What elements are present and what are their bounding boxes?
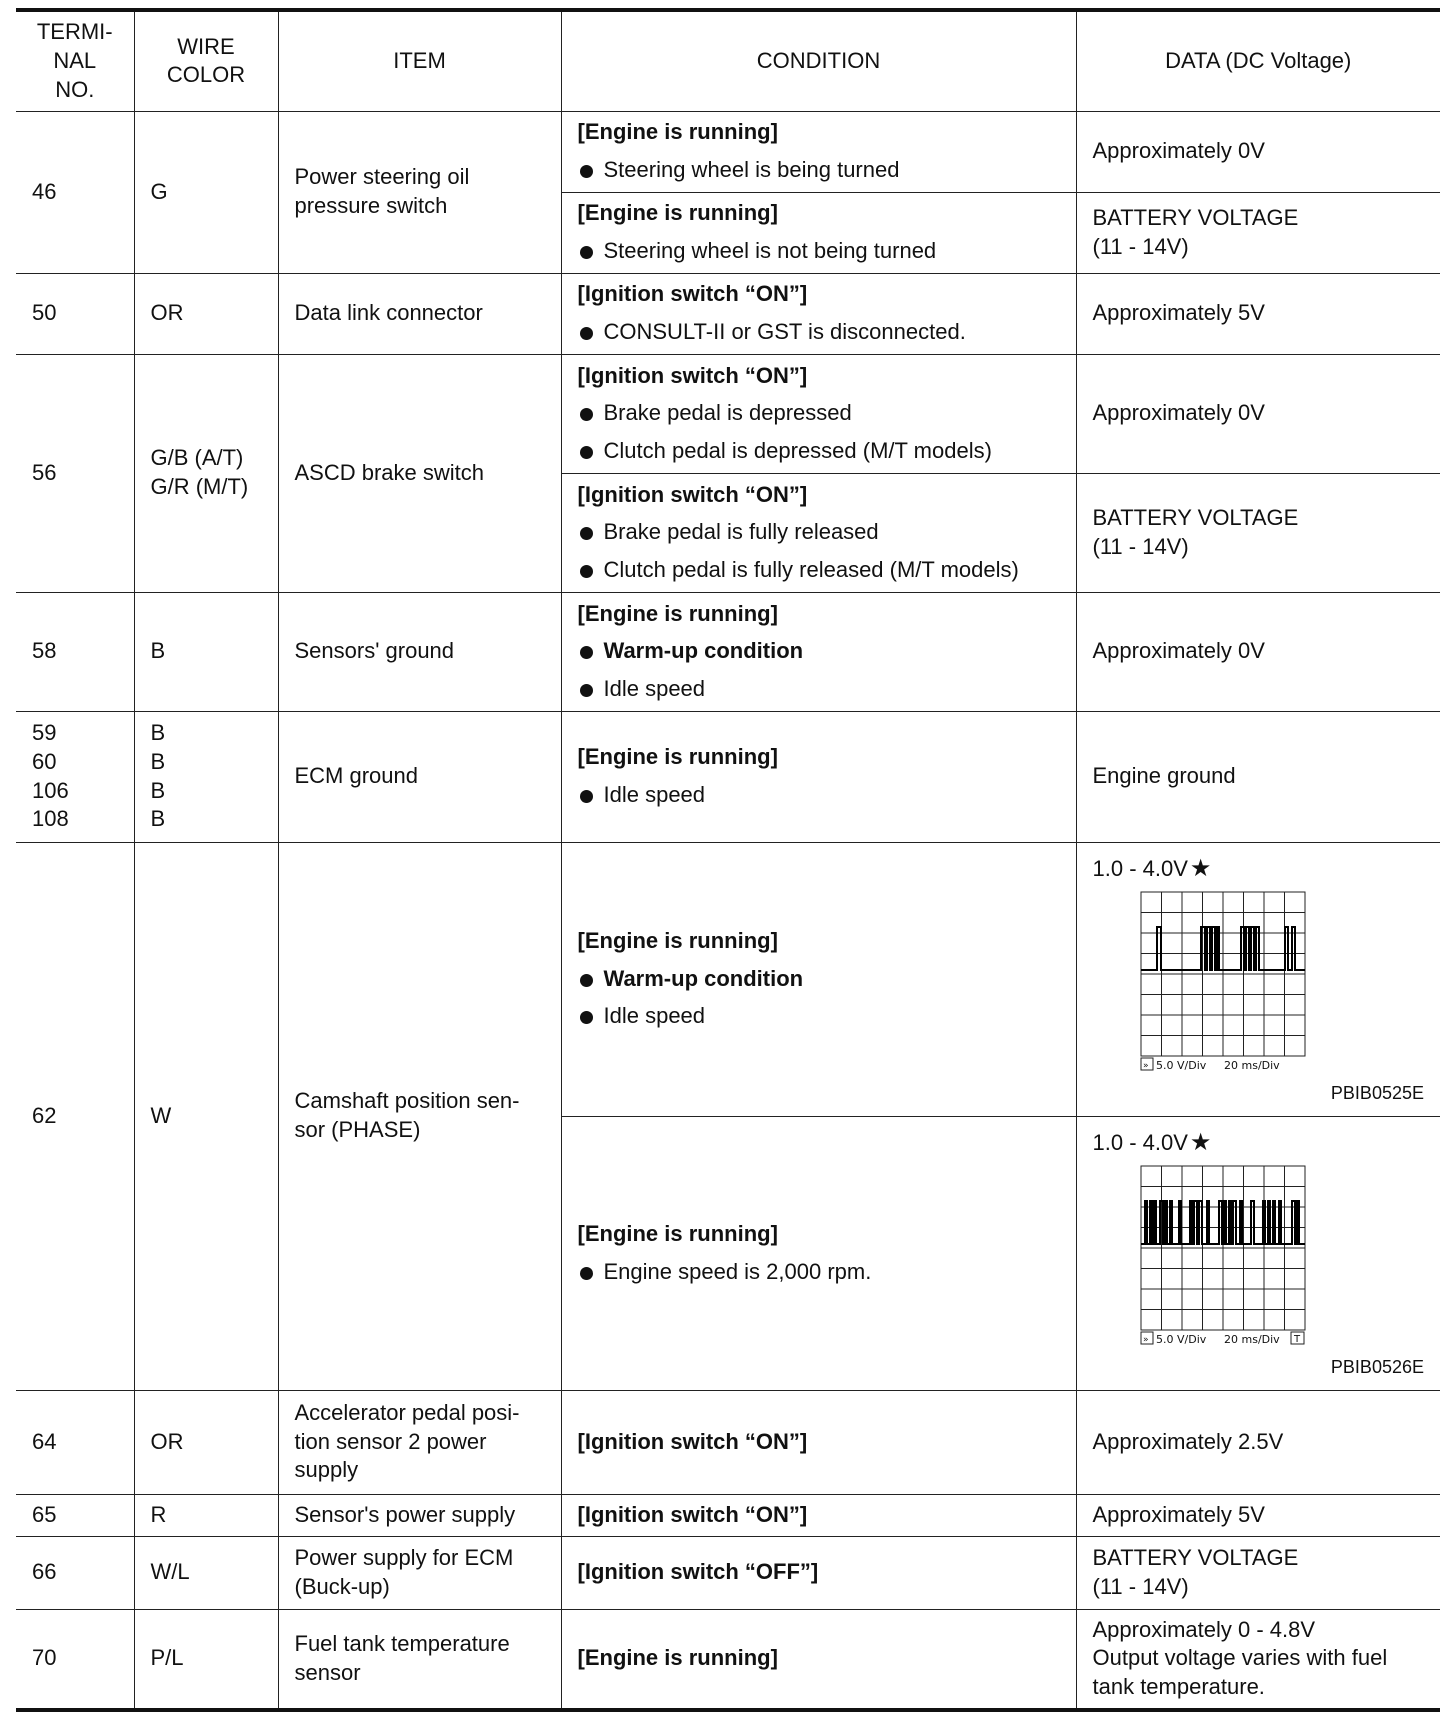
bullet-item: Warm-up condition xyxy=(578,965,1060,994)
ecm-terminal-table xyxy=(16,8,1440,1712)
data-cell: Approximately 2.5V xyxy=(1076,1390,1440,1494)
data-cell: Engine ground xyxy=(1076,711,1440,842)
item-name: Fuel tank temperature sensor xyxy=(278,1609,561,1710)
condition-cell: [Ignition switch “ON”] xyxy=(561,1494,1076,1536)
bullet-item: CONSULT-II or GST is disconnected. xyxy=(578,318,1060,347)
figure-code: PBIB0526E xyxy=(1330,1356,1424,1377)
bullet-item: Warm-up condition xyxy=(578,637,1060,666)
condition-cell: [Engine is running] Warm-up condition Idle speed xyxy=(561,592,1076,711)
bullet-item: Idle speed xyxy=(578,1002,1060,1031)
data-cell: Approximately 0V xyxy=(1076,111,1440,192)
bullet-item: Engine speed is 2,000 rpm. xyxy=(578,1258,1060,1287)
condition-cell: [Engine is running] Steering wheel is being turned xyxy=(561,111,1076,192)
terminal-no: 50 xyxy=(16,273,134,354)
table-row xyxy=(16,842,1440,1116)
terminal-no: 56 xyxy=(16,354,134,592)
item-name: ECM ground xyxy=(278,711,561,842)
condition-cell: [Ignition switch “ON”] CONSULT-II or GST is disconnected. xyxy=(561,273,1076,354)
table-row xyxy=(16,592,1440,711)
bullet-item: Steering wheel is not being turned xyxy=(578,237,1060,266)
condition-cell: [Engine is running] xyxy=(561,1609,1076,1710)
bullet-item: Steering wheel is being turned xyxy=(578,156,1060,185)
data-cell xyxy=(1076,842,1440,1116)
table-row xyxy=(16,1494,1440,1536)
voltage-range: 1.0 - 4.0V xyxy=(1092,1129,1188,1155)
data-cell: Approximately 5V xyxy=(1076,1494,1440,1536)
table-row xyxy=(16,111,1440,192)
bullet-item: Clutch pedal is depressed (M/T models) xyxy=(578,437,1060,466)
condition-cell: [Engine is running] Idle speed xyxy=(561,711,1076,842)
figure-code: PBIB0525E xyxy=(1330,1082,1424,1103)
wire-color: OR xyxy=(134,273,278,354)
star-icon: ★ xyxy=(1189,1128,1212,1156)
time-scale-label: 20 ms/Div xyxy=(1223,1058,1280,1072)
wire-color: G/B (A/T) G/R (M/T) xyxy=(134,354,278,592)
terminal-no: 46 xyxy=(16,111,134,273)
header-item: ITEM xyxy=(278,10,561,111)
bullet-item: Brake pedal is depressed xyxy=(578,399,1060,428)
data-cell: BATTERY VOLTAGE (11 - 14V) xyxy=(1076,473,1440,592)
data-cell: BATTERY VOLTAGE (11 - 14V) xyxy=(1076,192,1440,273)
bullet-item: Idle speed xyxy=(578,781,1060,810)
condition-cell: [Ignition switch “ON”] Brake pedal is fully released Clutch pedal is fully released (M/T models) xyxy=(561,473,1076,592)
data-cell xyxy=(1076,1116,1440,1390)
header-condition: CONDITION xyxy=(561,10,1076,111)
terminal-no: 58 xyxy=(16,592,134,711)
volt-scale-label: 5.0 V/Div xyxy=(1155,1058,1206,1072)
item-name: Data link connector xyxy=(278,273,561,354)
item-name: Power supply for ECM (Buck-up) xyxy=(278,1536,561,1609)
terminal-no: 66 xyxy=(16,1536,134,1609)
condition-cell: [Engine is running] Steering wheel is not being turned xyxy=(561,192,1076,273)
wire-color: G xyxy=(134,111,278,273)
terminal-no: 62 xyxy=(16,842,134,1390)
condition-cell: [Ignition switch “ON”] xyxy=(561,1390,1076,1494)
voltage-range: 1.0 - 4.0V xyxy=(1092,855,1188,881)
item-name: Sensor's power supply xyxy=(278,1494,561,1536)
time-scale-label: 20 ms/Div xyxy=(1223,1332,1280,1346)
condition-cell: [Engine is running] Warm-up condition Idle speed xyxy=(561,842,1076,1116)
item-name: Power steering oil pressure switch xyxy=(278,111,561,273)
item-name: Accelerator pedal posi- tion sensor 2 power supply xyxy=(278,1390,561,1494)
terminal-no: 64 xyxy=(16,1390,134,1494)
data-cell: BATTERY VOLTAGE (11 - 14V) xyxy=(1076,1536,1440,1609)
header-data: DATA (DC Voltage) xyxy=(1076,10,1440,111)
terminal-no: 70 xyxy=(16,1609,134,1710)
bullet-item: Brake pedal is fully released xyxy=(578,518,1060,547)
svg-text:T: T xyxy=(1293,1333,1300,1345)
item-name: Camshaft position sen- sor (PHASE) xyxy=(278,842,561,1390)
header-row xyxy=(16,10,1440,111)
wire-color: B xyxy=(134,592,278,711)
data-cell: Approximately 0V xyxy=(1076,592,1440,711)
data-cell: Approximately 0 - 4.8V Output voltage varies with fuel tank temperature. xyxy=(1076,1609,1440,1710)
table-row xyxy=(16,711,1440,842)
table-row xyxy=(16,1609,1440,1710)
wire-color: R xyxy=(134,1494,278,1536)
condition-cell: [Ignition switch “ON”] Brake pedal is depressed Clutch pedal is depressed (M/T models) xyxy=(561,354,1076,473)
volt-scale-label: 5.0 V/Div xyxy=(1155,1332,1206,1346)
svg-text:»: » xyxy=(1142,1060,1149,1071)
table-row xyxy=(16,273,1440,354)
oscilloscope-waveform-idle xyxy=(1093,890,1423,1076)
table-row xyxy=(16,354,1440,473)
item-name: Sensors' ground xyxy=(278,592,561,711)
table-row xyxy=(16,1536,1440,1609)
star-icon: ★ xyxy=(1189,854,1212,882)
wire-color: OR xyxy=(134,1390,278,1494)
data-cell: Approximately 5V xyxy=(1076,273,1440,354)
bullet-item: Clutch pedal is fully released (M/T models) xyxy=(578,556,1060,585)
wire-color: W/L xyxy=(134,1536,278,1609)
item-name: ASCD brake switch xyxy=(278,354,561,592)
condition-cell: [Ignition switch “OFF”] xyxy=(561,1536,1076,1609)
wire-color: W xyxy=(134,842,278,1390)
condition-cell: [Engine is running] Engine speed is 2,000 rpm. xyxy=(561,1116,1076,1390)
table-row xyxy=(16,1390,1440,1494)
svg-text:»: » xyxy=(1142,1334,1149,1345)
header-terminal-no: TERMI- NAL NO. xyxy=(16,10,134,111)
data-cell: Approximately 0V xyxy=(1076,354,1440,473)
wire-color: P/L xyxy=(134,1609,278,1710)
oscilloscope-waveform-2000rpm xyxy=(1093,1164,1423,1350)
wire-color: B B B B xyxy=(134,711,278,842)
terminal-no: 65 xyxy=(16,1494,134,1536)
header-wire-color: WIRE COLOR xyxy=(134,10,278,111)
terminal-no: 59 60 106 108 xyxy=(16,711,134,842)
bullet-item: Idle speed xyxy=(578,675,1060,704)
